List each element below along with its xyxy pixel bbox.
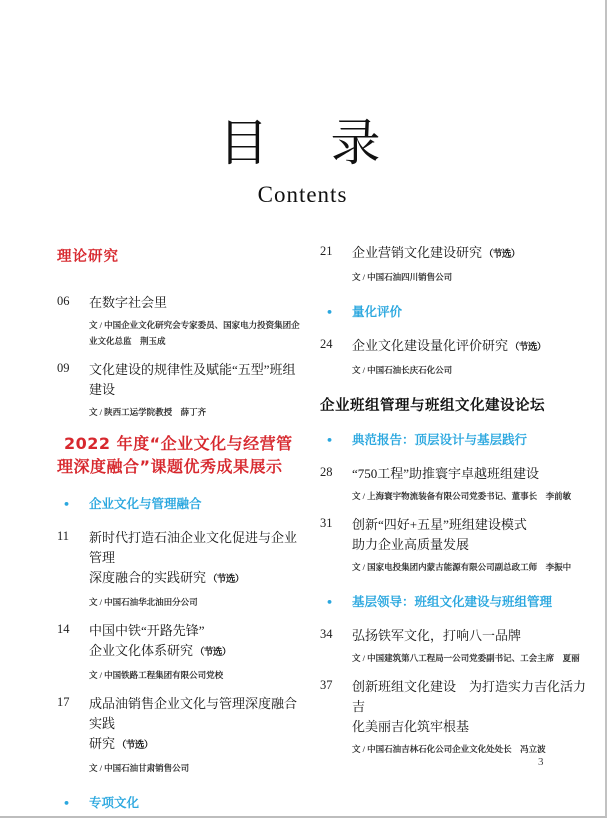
subsection-header xyxy=(320,592,598,610)
entry-page-number: 31 xyxy=(320,516,333,530)
toc-entry xyxy=(320,243,598,287)
subsection-header xyxy=(320,302,598,320)
entry-title-line: “750工程”助推寰宇卓越班组建设 xyxy=(352,466,540,481)
entry-title-line: 深度融合的实践研究 （节选） xyxy=(89,570,244,585)
entry-body xyxy=(352,336,598,380)
toc-entry xyxy=(320,626,598,668)
excerpt-tag: （节选） xyxy=(193,648,231,658)
excerpt-tag: （节选） xyxy=(482,250,520,260)
entry-body xyxy=(89,528,307,612)
toc-entry xyxy=(57,694,307,778)
entry-byline: 文 / 中国石油甘肃销售公司 xyxy=(89,763,190,773)
entry-page-number: 21 xyxy=(320,244,333,258)
subsection-label: 企业文化与管理融合 xyxy=(89,496,202,511)
excerpt-tag: （节选） xyxy=(115,741,153,751)
entry-body xyxy=(89,293,307,351)
entry-title-line: 弘扬铁军文化，打响八一品牌 xyxy=(352,628,522,643)
entry-title-line: 文化建设的规律性及赋能“五型”班组建设 xyxy=(89,362,296,397)
entry-page-number: 28 xyxy=(320,465,333,479)
toc-entry xyxy=(57,528,307,612)
bullet-icon: • xyxy=(63,797,71,810)
subsection-header xyxy=(320,430,598,448)
bullet-icon: • xyxy=(63,498,71,511)
entry-title-line: 企业文化建设量化评价研究 （节选） xyxy=(352,338,546,353)
entry-page-number: 06 xyxy=(57,294,70,308)
toc-entry xyxy=(320,515,598,577)
entry-title-line: 创新班组文化建设 为打造实力吉化活力吉 xyxy=(352,679,587,714)
entry-title-line: 化美丽吉化筑牢根基 xyxy=(352,719,470,734)
subsection-header xyxy=(57,494,307,512)
entry-byline: 文 / 中国建筑第八工程局一公司党委副书记、工会主席 夏丽 xyxy=(352,653,580,663)
entry-title-line: 在数字社会里 xyxy=(89,295,168,310)
entry-byline: 文 / 国家电投集团内蒙古能源有限公司副总政工师 李振中 xyxy=(352,562,572,572)
entry-byline: 文 / 上海寰宇物流装备有限公司党委书记、董事长 李前敏 xyxy=(352,491,572,501)
entry-byline: 文 / 中国石油四川销售公司 xyxy=(352,272,453,282)
toc-entry xyxy=(57,293,307,351)
entry-title-line: 创新“四好+五星”班组建设模式 xyxy=(352,517,527,532)
entry-page-number: 09 xyxy=(57,361,70,375)
entry-title-line: 企业文化体系研究 （节选） xyxy=(89,643,231,658)
subsection-label: 量化评价 xyxy=(352,304,403,319)
entry-page-number: 11 xyxy=(57,529,70,543)
toc-entry xyxy=(320,336,598,380)
toc-entry xyxy=(57,621,307,685)
entry-body xyxy=(352,515,598,577)
bullet-icon: • xyxy=(326,596,334,609)
subsection-label: 专项文化 xyxy=(89,795,140,810)
entry-title-line: 成品油销售企业文化与管理深度融合实践 xyxy=(89,696,298,731)
toc-entry xyxy=(320,677,598,759)
column-right xyxy=(320,243,598,768)
section-header-red: 理论研究 xyxy=(57,249,119,265)
entry-title-line: 中国中铁“开路先锋” xyxy=(89,623,205,638)
entry-byline: 文 / 中国石油吉林石化公司企业文化处处长 冯立波 xyxy=(352,744,546,754)
page-title-en: Contents xyxy=(257,182,348,207)
entry-page-number: 14 xyxy=(57,622,70,636)
entry-body xyxy=(352,677,598,759)
excerpt-tag: （节选） xyxy=(508,343,546,353)
excerpt-tag: （节选） xyxy=(206,575,244,585)
subsection-header xyxy=(57,793,307,811)
entry-byline: 文 / 中国石油华北油田分公司 xyxy=(89,597,198,607)
entry-body xyxy=(89,360,307,422)
entry-byline: 文 / 中国铁路工程集团有限公司党校 xyxy=(89,670,224,680)
entry-body xyxy=(352,464,598,506)
entry-byline: 文 / 陕西工运学院教授 薛丁齐 xyxy=(89,407,207,417)
entry-body xyxy=(352,626,598,668)
entry-body xyxy=(89,621,307,685)
entry-body xyxy=(352,243,598,287)
bullet-icon: • xyxy=(326,434,334,447)
toc-entry xyxy=(320,464,598,506)
bullet-icon: • xyxy=(326,306,334,319)
entry-title-line: 企业营销文化建设研究 （节选） xyxy=(352,245,520,260)
column-left xyxy=(57,243,307,827)
entry-byline: 文 / 中国石油长庆石化公司 xyxy=(352,365,453,375)
entry-byline: 文 / 中国企业文化研究会专家委员、国家电力投资集团企业文化总监 荆玉成 xyxy=(89,320,300,346)
subsection-label: 基层领导：班组文化建设与班组管理 xyxy=(352,594,553,609)
entry-page-number: 37 xyxy=(320,678,333,692)
footer-page-number: 3 xyxy=(538,756,544,768)
entry-title-line: 助力企业高质量发展 xyxy=(352,537,470,552)
toc-entry xyxy=(57,360,307,422)
subsection-label: 典范报告：顶层设计与基层践行 xyxy=(352,432,528,447)
section-header-red-big: 2022 年度“企业文化与经营管理深度融合”课题优秀成果展示 xyxy=(57,434,293,476)
entry-page-number: 17 xyxy=(57,695,70,709)
entry-page-number: 34 xyxy=(320,627,333,641)
entry-page-number: 24 xyxy=(320,337,333,351)
page-title-cn: 目 录 xyxy=(218,115,387,171)
section-header-black: 企业班组管理与班组文化建设论坛 xyxy=(320,398,545,414)
entry-title-line: 研究 （节选） xyxy=(89,736,153,751)
entry-body xyxy=(89,694,307,778)
entry-title-line: 新时代打造石油企业文化促进与企业管理 xyxy=(89,530,298,565)
